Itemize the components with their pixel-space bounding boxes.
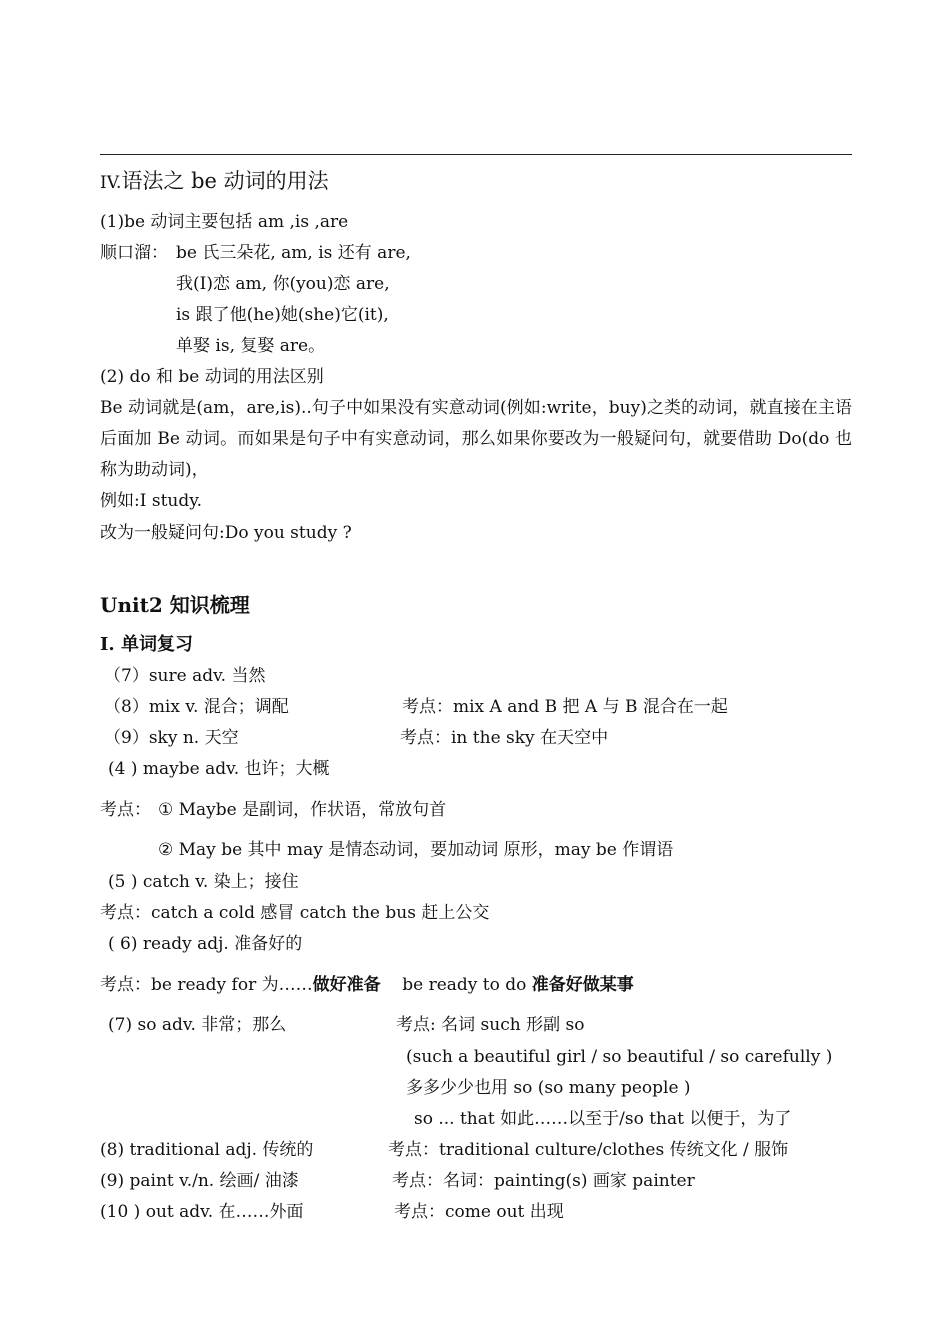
ready-point-bold: 做好准备	[312, 975, 381, 995]
vocab-note: 考点：in the sky 在天空中	[400, 728, 609, 748]
section-number: IV.	[100, 173, 122, 193]
grammar-section-title	[100, 168, 329, 196]
header-rule	[100, 154, 852, 155]
rhyme-line: 单娶 is, 复娶 are。	[176, 336, 326, 356]
ready-point	[100, 974, 634, 996]
vocab-note: 考点：traditional culture/clothes 传统文化 / 服饰	[388, 1140, 789, 1160]
so-example: 多多少少也用 so (so many people )	[406, 1078, 691, 1098]
maybe-point-1: ① Maybe 是副词，作状语，常放句首	[158, 800, 447, 820]
ready-point-prefix: 考点：be ready for 为……	[100, 975, 313, 995]
vocab-note: 考点：come out 出现	[394, 1202, 564, 1222]
rhyme-label: 顺口溜：	[100, 243, 168, 263]
rhyme-line: is 跟了他(he)她(she)它(it),	[176, 305, 389, 325]
so-example: so ... that 如此……以至于/so that 以便于，为了	[414, 1109, 792, 1129]
grammar-point-1: (1)be 动词主要包括 am ,is ,are	[100, 212, 349, 232]
vocab-entry: (8) traditional adj. 传统的	[100, 1140, 314, 1160]
vocab-entry: ( 6) ready adj. 准备好的	[108, 934, 303, 954]
vocab-entry: （7）sure adv. 当然	[104, 666, 266, 686]
vocab-entry: (4 ) maybe adv. 也许；大概	[108, 759, 330, 779]
vocab-entry: （8）mix v. 混合；调配	[104, 697, 289, 717]
rhyme-line: be 氏三朵花, am, is 还有 are,	[176, 243, 411, 263]
vocab-entry: (9) paint v./n. 绘画/ 油漆	[100, 1171, 299, 1191]
ready-point-mid: be ready to do	[380, 975, 532, 995]
vocab-note: 考点：catch a cold 感冒 catch the bus 赶上公交	[100, 903, 490, 923]
section-title-text: 语法之 be 动词的用法	[121, 169, 329, 193]
vocab-entry: (7) so adv. 非常；那么	[108, 1015, 287, 1035]
maybe-point-label: 考点：	[100, 800, 151, 820]
so-example: (such a beautiful girl / so beautiful / so carefully )	[406, 1047, 833, 1067]
example-question: 改为一般疑问句:Do you study ?	[100, 523, 352, 543]
grammar-explanation: Be 动词就是(am，are,is)..句子中如果没有实意动词(例如:write，buy)之类的动词，就直接在主语后面加 Be 动词。而如果是句子中有实意动词，那么如果你要改为一般疑问句，就要借助 Do(do 也称为助动词)，	[100, 398, 852, 480]
vocab-note: 考点：mix A and B 把 A 与 B 混合在一起	[402, 697, 728, 717]
vocab-entry: （9）sky n. 天空	[104, 728, 239, 748]
unit2-title: Unit2 知识梳理	[100, 593, 250, 617]
vocab-heading: I. 单词复习	[100, 634, 193, 655]
maybe-point-2: ② May be 其中 may 是情态动词，要加动词 原形，may be 作谓语	[158, 840, 674, 860]
example-label: 例如:I study.	[100, 491, 202, 511]
grammar-point-2: (2) do 和 be 动词的用法区别	[100, 367, 324, 387]
vocab-note: 考点: 名词 such 形副 so	[396, 1015, 585, 1035]
ready-point-bold: 准备好做某事	[531, 975, 634, 995]
vocab-note: 考点：名词：painting(s) 画家 painter	[392, 1171, 695, 1191]
vocab-entry: (5 ) catch v. 染上；接住	[108, 872, 299, 892]
vocab-entry: (10 ) out adv. 在……外面	[100, 1202, 304, 1222]
rhyme-line: 我(I)恋 am, 你(you)恋 are,	[176, 274, 390, 294]
